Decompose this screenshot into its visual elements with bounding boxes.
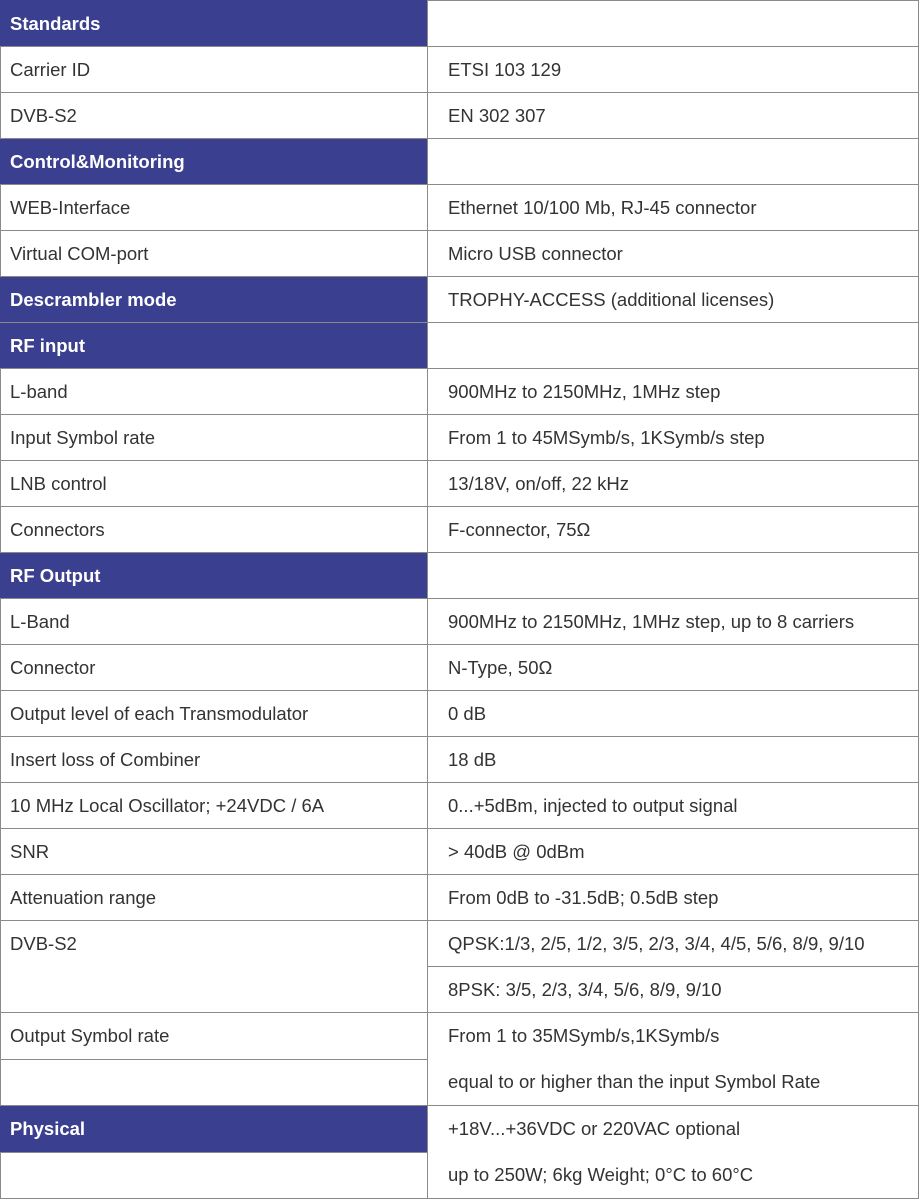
output-symbol-rate-line: equal to or higher than the input Symbol Rate <box>448 1071 821 1092</box>
empty-cell <box>1 1059 428 1106</box>
spec-value: EN 302 307 <box>428 93 919 139</box>
spec-label: L-band <box>1 369 428 415</box>
spec-label: 10 MHz Local Oscillator; +24VDC / 6A <box>1 783 428 829</box>
table-row <box>1 829 919 875</box>
spec-value: 13/18V, on/off, 22 kHz <box>428 461 919 507</box>
empty-cell <box>1 1152 428 1199</box>
table-row <box>1 737 919 783</box>
spec-value: N-Type, 50Ω <box>428 645 919 691</box>
dvbs2-modcod-8psk: 8PSK: 3/5, 2/3, 3/4, 5/6, 8/9, 9/10 <box>428 967 919 1013</box>
section-header: RF input <box>1 323 428 369</box>
section-header-row <box>1 1 919 47</box>
spec-label: Carrier ID <box>1 47 428 93</box>
spec-value: From 1 to 45MSymb/s, 1KSymb/s step <box>428 415 919 461</box>
table-row <box>1 599 919 645</box>
spec-value: From 0dB to -31.5dB; 0.5dB step <box>428 875 919 921</box>
table-row <box>1 369 919 415</box>
spec-label: Input Symbol rate <box>1 415 428 461</box>
empty-cell <box>428 553 919 599</box>
spec-label: DVB-S2 <box>1 93 428 139</box>
table-row <box>1 185 919 231</box>
table-row <box>1 461 919 507</box>
table-row <box>1 1106 919 1153</box>
spec-label: Connectors <box>1 507 428 553</box>
empty-cell <box>428 323 919 369</box>
spec-label: SNR <box>1 829 428 875</box>
spec-label: LNB control <box>1 461 428 507</box>
spec-label: L-Band <box>1 599 428 645</box>
spec-label: Attenuation range <box>1 875 428 921</box>
section-header-row <box>1 553 919 599</box>
physical-value <box>428 1106 919 1199</box>
table-row <box>1 93 919 139</box>
spec-value: 0 dB <box>428 691 919 737</box>
spec-value: > 40dB @ 0dBm <box>428 829 919 875</box>
empty-cell <box>428 1 919 47</box>
spec-value: 18 dB <box>428 737 919 783</box>
table-row <box>1 1013 919 1060</box>
spec-value: TROPHY-ACCESS (additional licenses) <box>428 277 919 323</box>
spec-label: WEB-Interface <box>1 185 428 231</box>
specifications-body <box>1 1 919 1199</box>
spec-label: Connector <box>1 645 428 691</box>
spec-value: ETSI 103 129 <box>428 47 919 93</box>
table-row <box>1 507 919 553</box>
physical-weight-line: up to 250W; 6kg Weight; 0°C to 60°C <box>448 1164 754 1185</box>
table-row <box>1 921 919 967</box>
spec-label: Insert loss of Combiner <box>1 737 428 783</box>
table-row <box>1 231 919 277</box>
empty-cell <box>428 139 919 185</box>
spec-label: Output level of each Transmodulator <box>1 691 428 737</box>
section-header-row <box>1 139 919 185</box>
output-symbol-rate-line: From 1 to 35MSymb/s,1KSymb/s <box>448 1025 720 1046</box>
spec-label: Virtual COM-port <box>1 231 428 277</box>
table-row <box>1 415 919 461</box>
section-header: Control&Monitoring <box>1 139 428 185</box>
section-header-row <box>1 323 919 369</box>
table-row <box>1 875 919 921</box>
spec-value: F-connector, 75Ω <box>428 507 919 553</box>
section-header: RF Output <box>1 553 428 599</box>
physical-power-line: +18V...+36VDC or 220VAC optional <box>448 1118 741 1139</box>
section-header: Descrambler mode <box>1 277 428 323</box>
spec-value: 900MHz to 2150MHz, 1MHz step <box>428 369 919 415</box>
table-row <box>1 645 919 691</box>
table-row <box>1 691 919 737</box>
spec-value: 900MHz to 2150MHz, 1MHz step, up to 8 carriers <box>428 599 919 645</box>
spec-value: 0...+5dBm, injected to output signal <box>428 783 919 829</box>
output-symbol-rate-value <box>428 1013 919 1106</box>
table-row <box>1 47 919 93</box>
section-header: Standards <box>1 1 428 47</box>
dvbs2-modcod-label: DVB-S2 <box>1 921 428 1013</box>
physical-header: Physical <box>1 1106 428 1153</box>
spec-value: Ethernet 10/100 Mb, RJ-45 connector <box>428 185 919 231</box>
section-header-row <box>1 277 919 323</box>
table-row <box>1 783 919 829</box>
output-symbol-rate-label: Output Symbol rate <box>1 1013 428 1060</box>
spec-value: Micro USB connector <box>428 231 919 277</box>
dvbs2-modcod-qpsk: QPSK:1/3, 2/5, 1/2, 3/5, 2/3, 3/4, 4/5, 5/6, 8/9, 9/10 <box>428 921 919 967</box>
